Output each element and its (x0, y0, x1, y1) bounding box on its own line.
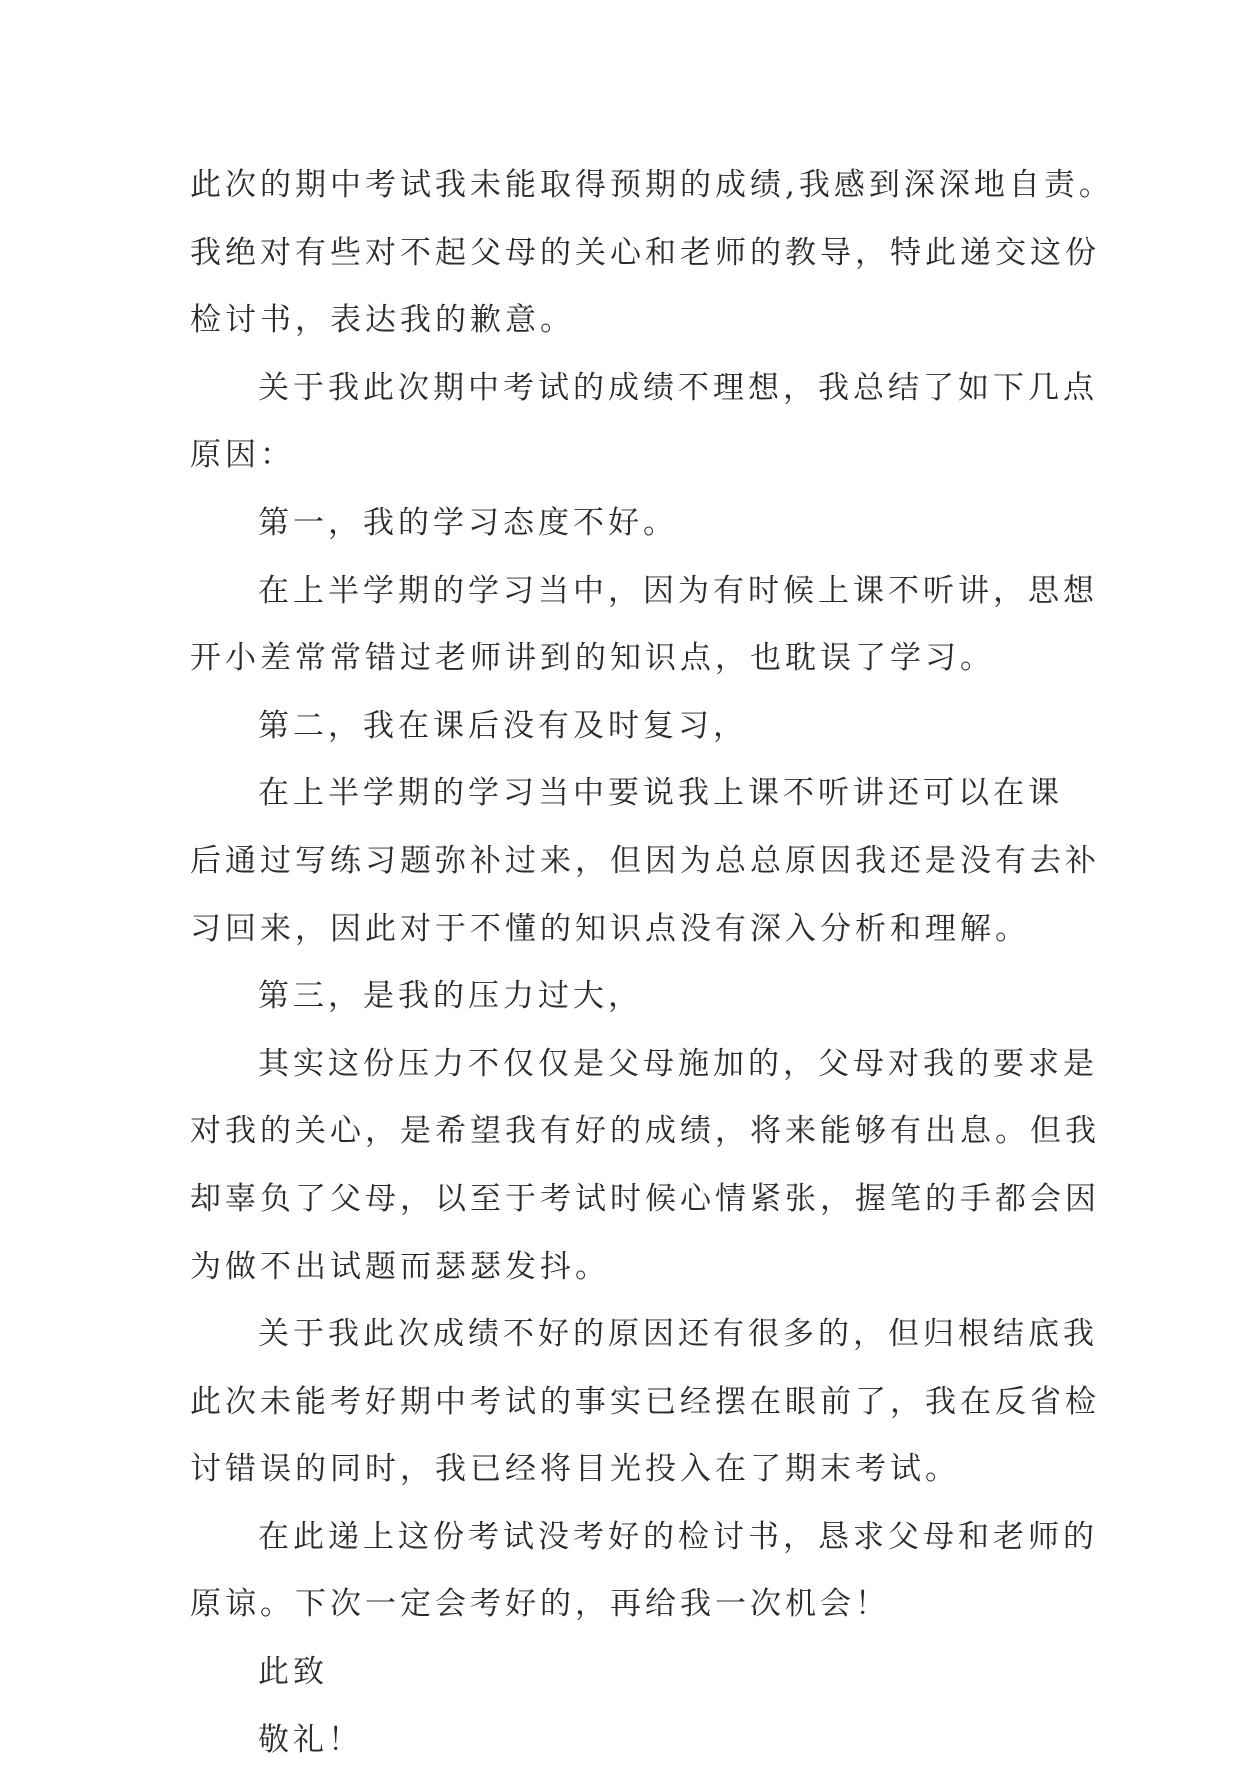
text-line: 原因： (190, 437, 295, 474)
text-line: 我绝对有些对不起父母的关心和老师的教导，特此递交这份 (190, 234, 1100, 271)
text-line: 在上半学期的学习当中要说我上课不听讲还可以在课 (258, 775, 1063, 812)
text-line: 关于我此次期中考试的成绩不理想，我总结了如下几点 (258, 369, 1098, 406)
letter-body (190, 158, 1114, 1780)
text-line: 习回来，因此对于不懂的知识点没有深入分析和理解。 (190, 910, 1030, 947)
text-line: 其实这份压力不仅仅是父母施加的，父母对我的要求是 (258, 1045, 1098, 1082)
text-line: 为做不出试题而瑟瑟发抖。 (190, 1248, 610, 1285)
closing-salutation: 此致 (258, 1654, 328, 1691)
text-line: 检讨书，表达我的歉意。 (190, 302, 575, 339)
text-line: 却辜负了父母，以至于考试时候心情紧张，握笔的手都会因 (190, 1180, 1100, 1217)
text-line: 第一，我的学习态度不好。 (258, 504, 678, 541)
text-line: 开小差常常错过老师讲到的知识点，也耽误了学习。 (190, 640, 995, 677)
text-line: 原谅。下次一定会考好的，再给我一次机会！ (190, 1586, 890, 1623)
text-line: 第三，是我的压力过大， (258, 978, 643, 1015)
closing-regards: 敬礼！ (258, 1721, 363, 1758)
text-line: 此次未能考好期中考试的事实已经摆在眼前了，我在反省检 (190, 1383, 1100, 1420)
text-line: 后通过写练习题弥补过来，但因为总总原因我还是没有去补 (190, 842, 1100, 879)
text-line: 第二，我在课后没有及时复习， (258, 707, 748, 744)
text-line: 在上半学期的学习当中，因为有时候上课不听讲，思想 (258, 572, 1098, 609)
text-line: 讨错误的同时，我已经将目光投入在了期末考试。 (190, 1451, 960, 1488)
text-line: 对我的关心，是希望我有好的成绩，将来能够有出息。但我 (190, 1113, 1100, 1150)
text-line: 关于我此次成绩不好的原因还有很多的，但归根结底我 (258, 1316, 1098, 1353)
text-line: 此次的期中考试我未能取得预期的成绩,我感到深深地自责。 (190, 167, 1114, 203)
text-line: 在此递上这份考试没考好的检讨书，恳求父母和老师的 (258, 1518, 1098, 1555)
